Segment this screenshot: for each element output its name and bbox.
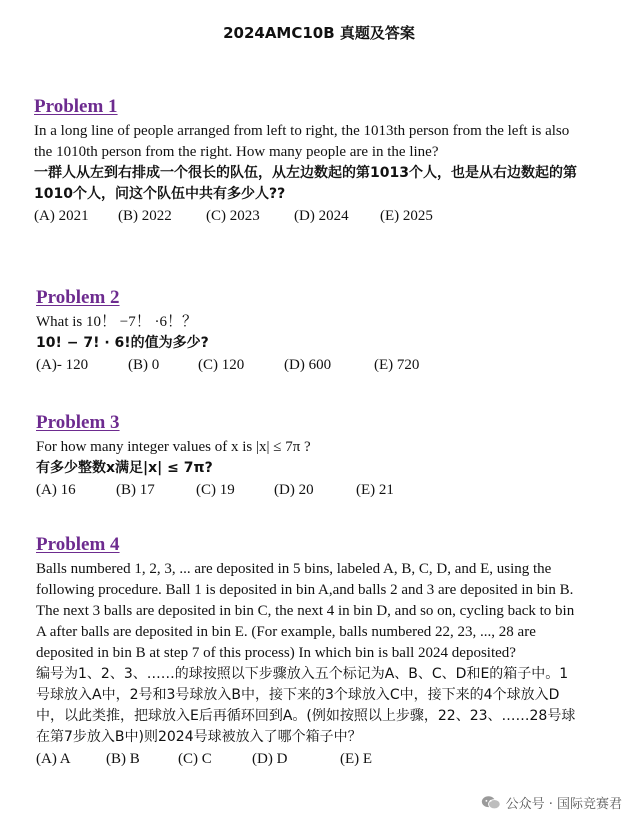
choice-d: (D) 600 bbox=[284, 357, 332, 373]
watermark bbox=[481, 793, 622, 812]
problem-3-choices bbox=[36, 479, 582, 501]
choice-e: (E) 720 bbox=[374, 357, 420, 373]
wechat-icon bbox=[481, 795, 501, 810]
choice-d: (D) 20 bbox=[274, 482, 314, 498]
choice-e: (E) 2025 bbox=[380, 208, 433, 224]
problem-3-heading: Problem 3 bbox=[36, 412, 120, 433]
choice-a: (A)- 120 bbox=[36, 357, 89, 373]
problem-1-heading: Problem 1 bbox=[34, 96, 118, 117]
problem-1-english-text: In a long line of people arranged from left to right, the 1013th person from the left is also the 1010th person from the right. How many people are in the line? bbox=[34, 123, 570, 160]
problem-1-chinese-text: 一群人从左到右排成一个很长的队伍，从左边数起的第1013个人，也是从右边数起的第1010个人，问这个队伍中共有多少人?? bbox=[34, 165, 577, 202]
choice-b: (B) 17 bbox=[116, 482, 155, 498]
choice-e: (E) 21 bbox=[356, 482, 394, 498]
problem-4-choices bbox=[36, 748, 576, 770]
choice-b: (B) 2022 bbox=[118, 208, 172, 224]
choice-c: (C) C bbox=[178, 751, 212, 767]
problem-2-english-text: What is 10！ −7！ ·6！？ bbox=[36, 314, 197, 330]
choice-d: (D) D bbox=[252, 751, 288, 767]
problem-4-english-text: Balls numbered 1, 2, 3, ... are deposited in 5 bins, labeled A, B, C, D, and E, using the following procedure. Ball 1 is deposited in bin A,and balls 2 and 3 are deposited in bin B. The next 3 balls are deposited in bin C, the next 4 in bin D, and so on, cycling back to bin A after balls are deposited in bin E. (For example, balls numbered 22, 23, ..., 28 are deposited in bin B at step 7 of this process) In which bin is ball 2024 deposited? bbox=[36, 561, 575, 661]
problem-3-chinese-text: 有多少整数x满足|x| ≤ 7π? bbox=[36, 460, 213, 476]
choice-a: (A) 2021 bbox=[34, 208, 89, 224]
problem-2-heading: Problem 2 bbox=[36, 287, 120, 308]
problem-2-chinese-text: 10! − 7! · 6!的值为多少? bbox=[36, 335, 209, 351]
choice-a: (A) A bbox=[36, 751, 71, 767]
choice-d: (D) 2024 bbox=[294, 208, 349, 224]
watermark-text: 公众号 · 国际竞赛君 bbox=[505, 797, 622, 812]
problem-1 bbox=[34, 96, 580, 227]
problem-4 bbox=[36, 534, 576, 770]
problem-3 bbox=[36, 412, 582, 501]
problem-1-choices bbox=[34, 205, 580, 227]
problem-2-choices bbox=[36, 354, 582, 376]
document-title: 2024AMC10B 真题及答案 bbox=[223, 24, 415, 42]
problem-4-chinese-text: 编号为1、2、3、……的球按照以下步骤放入五个标记为A、B、C、D和E的箱子中。1号球放入A中，2号和3号球放入B中，接下来的3个球放入C中，接下来的4个球放入D中，以此类推，把球放入E后再循环回到A。(例如按照以上步骤，22、23、……28号球在第7步放入B中)则2024号球被放入了哪个箱子中？ bbox=[36, 666, 576, 745]
problem-3-english-text: For how many integer values of x is |x| ≤ 7π ? bbox=[36, 439, 311, 455]
choice-b: (B) 0 bbox=[128, 357, 160, 373]
choice-c: (C) 2023 bbox=[206, 208, 260, 224]
choice-c: (C) 19 bbox=[196, 482, 235, 498]
problem-4-heading: Problem 4 bbox=[36, 534, 120, 555]
problem-2 bbox=[36, 287, 582, 376]
choice-e: (E) E bbox=[340, 751, 373, 767]
choice-a: (A) 16 bbox=[36, 482, 76, 498]
choice-c: (C) 120 bbox=[198, 357, 245, 373]
choice-b: (B) B bbox=[106, 751, 140, 767]
